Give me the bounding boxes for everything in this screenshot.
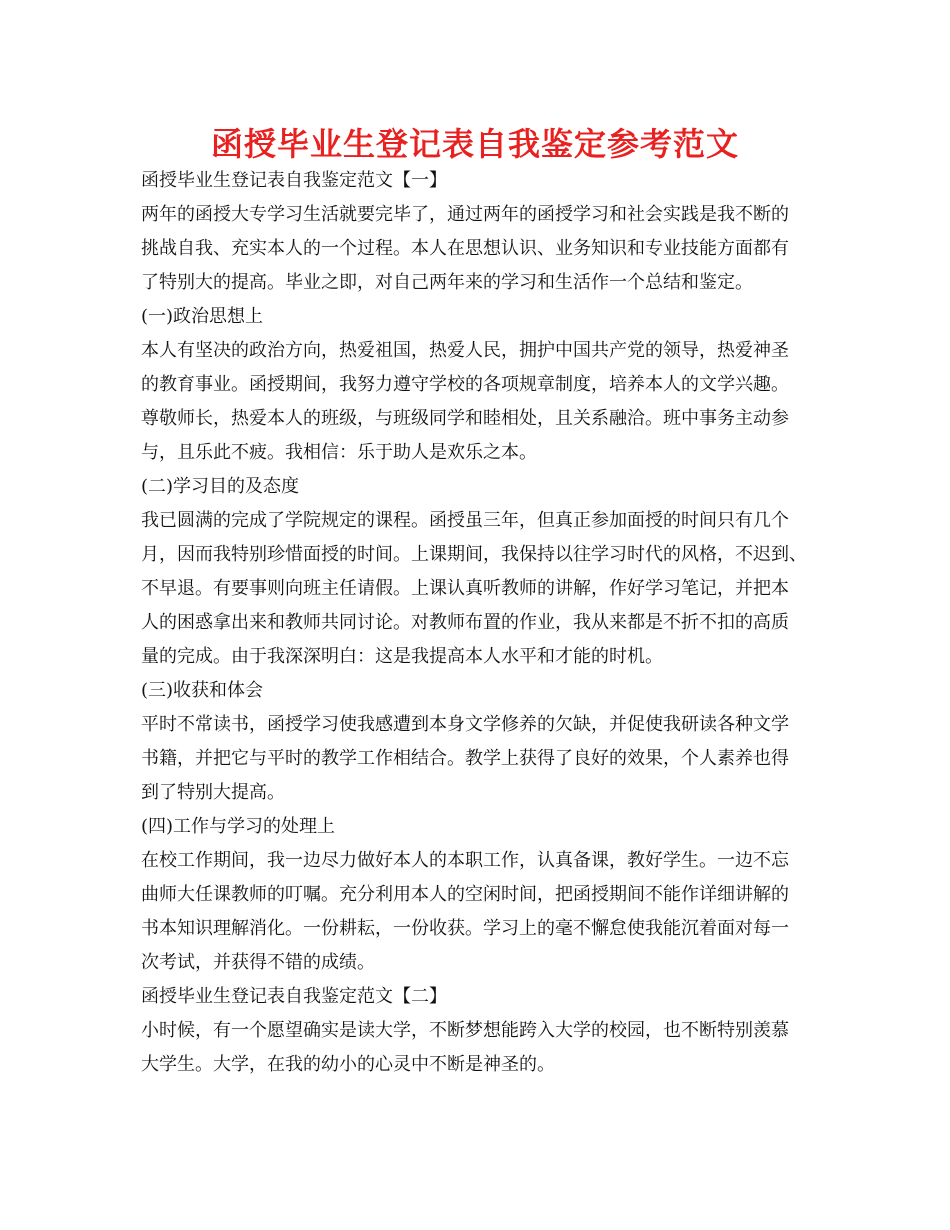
section-heading-1: 函授毕业生登记表自我鉴定范文【一】: [141, 170, 447, 191]
body-line: 两年的函授大专学习生活就要完毕了，通过两年的函授学习和社会实践是我不断的: [141, 204, 789, 225]
body-line: 到了特别大提高。: [141, 782, 285, 803]
document-title: 函授毕业生登记表自我鉴定参考范文: [210, 125, 739, 163]
body-line: 书籍，并把它与平时的教学工作相结合。教学上获得了良好的效果，个人素养也得: [141, 748, 789, 769]
body-line: 不早退。有要事则向班主任请假。上课认真听教师的讲解，作好学习笔记，并把本: [141, 578, 789, 599]
document-body: [141, 164, 821, 1082]
body-line: 次考试，并获得不错的成绩。: [141, 952, 375, 973]
subheading-political: (一)政治思想上: [141, 306, 264, 327]
subheading-work-study: (四)工作与学习的处理上: [141, 816, 336, 837]
body-line: 平时不常读书，函授学习使我感遭到本身文学修养的欠缺，并促使我研读各种文学: [141, 714, 789, 735]
body-line: 了特别大的提高。毕业之即，对自己两年来的学习和生活作一个总结和鉴定。: [141, 272, 753, 293]
body-line: 与，且乐此不疲。我相信：乐于助人是欢乐之本。: [141, 442, 537, 463]
body-line: 挑战自我、充实本人的一个过程。本人在思想认识、业务知识和专业技能方面都有: [141, 238, 789, 259]
body-line: 的教育事业。函授期间，我努力遵守学校的各项规章制度，培养本人的文学兴趣。: [141, 374, 789, 395]
body-line: 在校工作期间，我一边尽力做好本人的本职工作，认真备课，教好学生。一边不忘: [141, 850, 789, 871]
body-line: 书本知识理解消化。一份耕耘，一份收获。学习上的毫不懈怠使我能沉着面对每一: [141, 918, 789, 939]
section-heading-2: 函授毕业生登记表自我鉴定范文【二】: [141, 986, 447, 1007]
subheading-study-attitude: (二)学习目的及态度: [141, 476, 300, 497]
body-line: 量的完成。由于我深深明白：这是我提高本人水平和才能的时机。: [141, 646, 663, 667]
body-line: 我已圆满的完成了学院规定的课程。函授虽三年，但真正参加面授的时间只有几个: [141, 510, 789, 531]
subheading-gains: (三)收获和体会: [141, 680, 264, 701]
body-line: 曲师大任课教师的叮嘱。充分利用本人的空闲时间，把函授期间不能作详细讲解的: [141, 884, 789, 905]
body-line: 人的困惑拿出来和教师共同讨论。对教师布置的作业，我从来都是不折不扣的高质: [141, 612, 789, 633]
body-line: 小时候，有一个愿望确实是读大学，不断梦想能跨入大学的校园，也不断特别羡慕: [141, 1020, 789, 1041]
body-line: 大学生。大学，在我的幼小的心灵中不断是神圣的。: [141, 1054, 555, 1075]
body-line: 尊敬师长，热爱本人的班级，与班级同学和睦相处，且关系融洽。班中事务主动参: [141, 408, 789, 429]
body-line: 本人有坚决的政治方向，热爱祖国，热爱人民，拥护中国共产党的领导，热爱神圣: [141, 340, 789, 361]
body-line: 月，因而我特别珍惜面授的时间。上课期间，我保持以往学习时代的风格，不迟到、: [141, 544, 807, 565]
